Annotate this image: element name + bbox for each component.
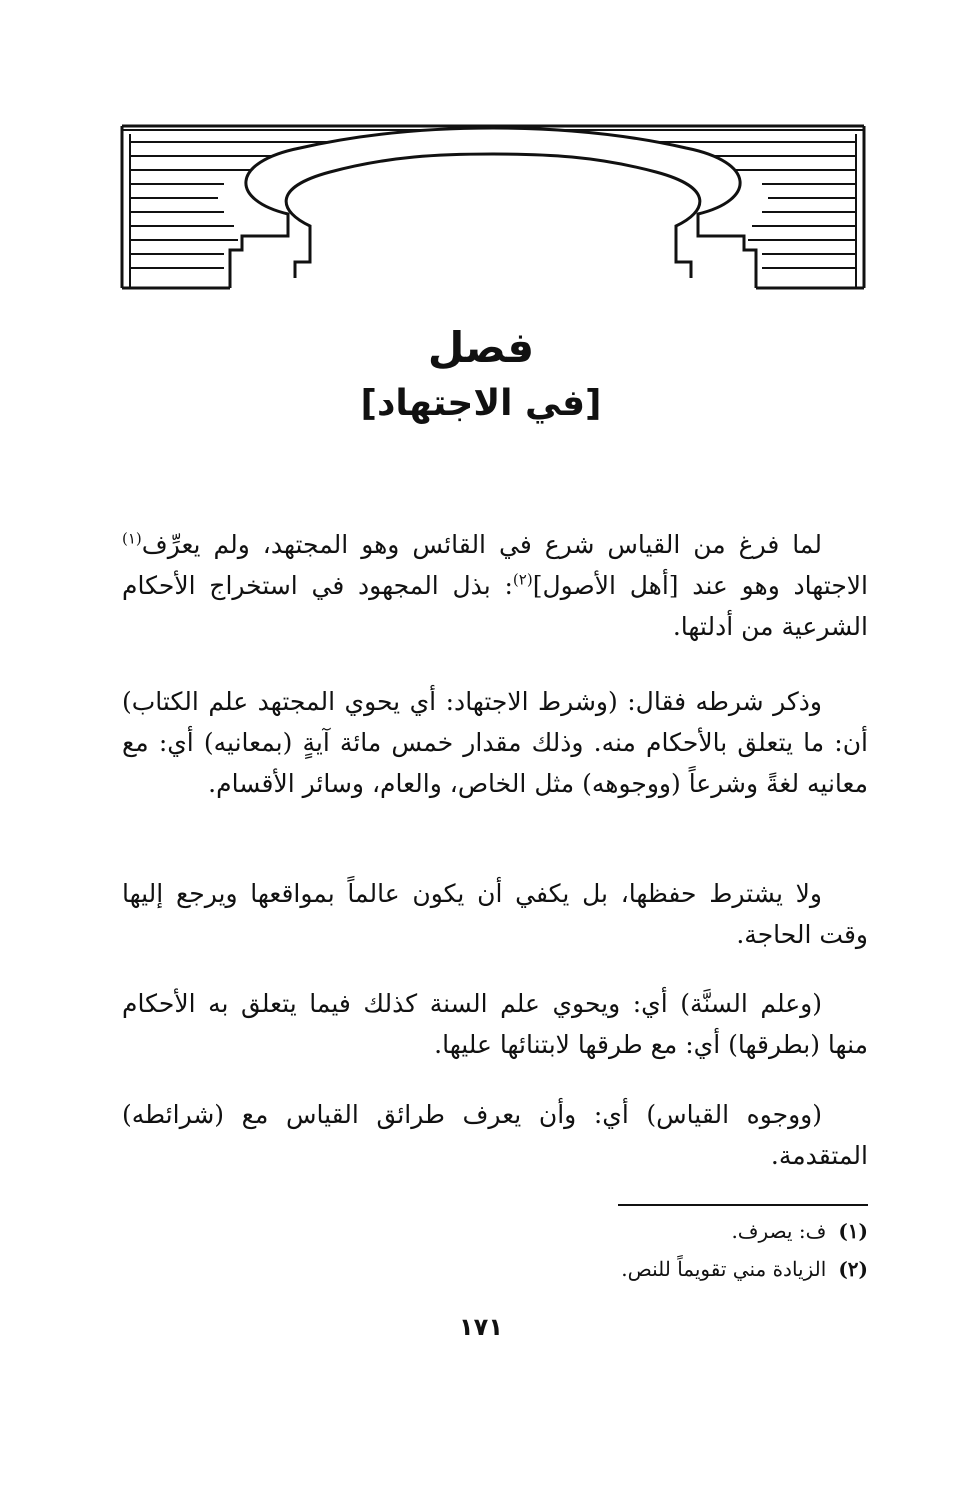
arch-ornament-icon bbox=[120, 122, 866, 292]
chapter-title: فصل bbox=[427, 323, 535, 372]
paragraph-1 bbox=[122, 524, 868, 647]
paragraph-5 bbox=[122, 1094, 868, 1176]
footnote-ref-1: (١) bbox=[122, 529, 142, 548]
paragraph-2 bbox=[122, 681, 868, 804]
footnote-1 bbox=[122, 1214, 868, 1248]
footnote-2-text: الزيادة مني تقويماً للنص. bbox=[621, 1257, 827, 1281]
paragraph-4-text: (وعلم السنَّة) أي: ويحوي علم السنة كذلك فيما يتعلق به الأحكام منها (بطرقها) أي: مع طرقها لابتنائها عليها. bbox=[122, 989, 868, 1059]
paragraph-1-part-b: الاجتهاد وهو عند [أهل الأصول] bbox=[532, 571, 868, 600]
footnote-ref-2: (٢) bbox=[512, 570, 533, 589]
chapter-subtitle: [في الاجتهاد] bbox=[360, 383, 602, 424]
footnote-2-number: (٢) bbox=[838, 1257, 868, 1281]
footnote-1-text: ف: يصرف. bbox=[731, 1219, 827, 1243]
footnote-divider bbox=[618, 1204, 868, 1206]
paragraph-3-text: ولا يشترط حفظها، بل يكفي أن يكون عالماً بمواقعها ويرجع إليها وقت الحاجة. bbox=[122, 879, 868, 949]
paragraph-5-text: (ووجوه القياس) أي: وأن يعرف طرائق القياس مع (شرائطه) المتقدمة. bbox=[122, 1100, 868, 1170]
paragraph-2-text: وذكر شرطه فقال: (وشرط الاجتهاد: أي يحوي المجتهد علم الكتاب) أن: ما يتعلق بالأحكام منه. وذلك مقدار خمس مائة آيةٍ (بمعانيه) أي: مع معانيه لغةً وشرعاً (ووجوهه) مثل الخاص، والعام، وسائر الأقسام. bbox=[122, 687, 868, 798]
footnote-2 bbox=[122, 1252, 868, 1286]
paragraph-1-part-a: لما فرغ من القياس شرع في القائس وهو المجتهد، ولم يعرِّف bbox=[141, 530, 822, 559]
paragraph-1-part-c: : بذل المجهود في استخراج الأحكام الشرعية من أدلتها. bbox=[122, 571, 868, 641]
paragraph-3 bbox=[122, 873, 868, 955]
page-number: ١٧١ bbox=[459, 1313, 503, 1341]
paragraph-4 bbox=[122, 983, 868, 1065]
footnote-1-number: (١) bbox=[838, 1219, 868, 1243]
